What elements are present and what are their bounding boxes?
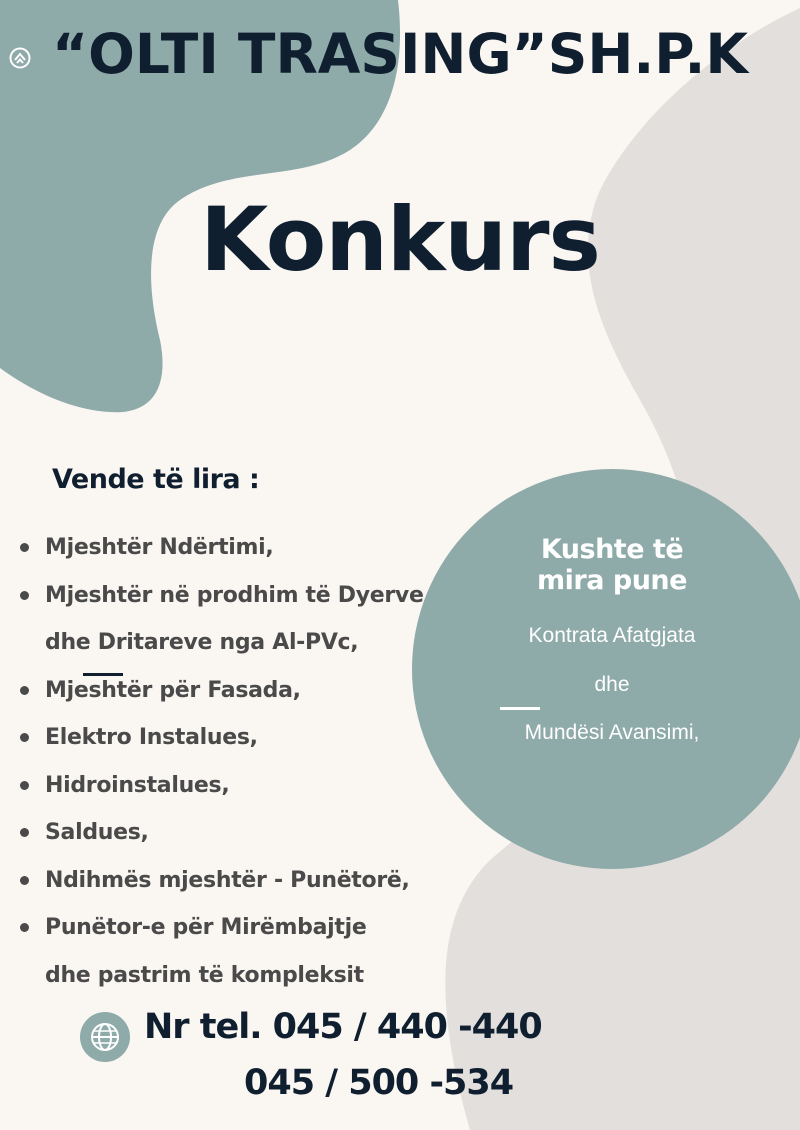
vacancy-label: Mjeshtër në prodhim të Dyerve (45, 582, 424, 608)
conditions-title-line1: Kushte të (540, 534, 684, 565)
vacancy-label: Mjeshtër Ndërtimi, (45, 535, 274, 560)
vacancy-item (20, 809, 480, 857)
vacancies-title: Vende të lira : (52, 464, 260, 495)
vacancy-label: Ndihmës mjeshtër - Punëtorë, (45, 867, 410, 893)
bullet-icon (20, 923, 29, 932)
vacancy-list (20, 524, 480, 999)
headline: Konkurs (200, 188, 600, 291)
condition-item: Mundësi Avansimi, (524, 721, 700, 744)
conditions-title (418, 534, 800, 596)
vacancy-label-line2: dhe pastrim të kompleksit (45, 962, 364, 988)
vacancy-label: Hidroinstalues, (45, 772, 230, 798)
decorative-dash (500, 707, 540, 710)
vacancy-item (20, 714, 480, 762)
vacancy-label: Elektro Instalues, (45, 725, 258, 750)
vacancy-label: Saldues, (45, 820, 149, 845)
phone-line-2: 045 / 500 -534 (244, 1063, 514, 1103)
vacancy-item (20, 572, 480, 667)
vacancy-label: Punëtor-e për Mirëmbajtje (45, 915, 367, 940)
vacancy-item (20, 904, 480, 999)
phone-line-1: Nr tel. 045 / 440 -440 (144, 1007, 542, 1047)
bullet-icon (20, 686, 29, 695)
vacancy-item (20, 762, 480, 810)
bullet-icon (20, 733, 29, 742)
conditions-title-line2: mira pune (537, 565, 687, 596)
vacancy-item (20, 524, 480, 572)
bullet-icon (20, 543, 29, 552)
condition-item: Kontrata Afatgjata (528, 624, 696, 647)
globe-icon (80, 1012, 130, 1062)
vacancy-label: Mjeshtër për Fasada, (45, 677, 301, 703)
bullet-icon (20, 876, 29, 885)
bullet-icon (20, 828, 29, 837)
vacancy-item (20, 857, 480, 905)
decorative-dash (83, 673, 123, 676)
vacancy-label-line2: dhe Dritareve nga Al-PVc, (45, 630, 359, 655)
condition-item: dhe (594, 673, 630, 696)
bullet-icon (20, 591, 29, 600)
bullet-icon (20, 781, 29, 790)
company-name: “OLTI TRASING”SH.P.K (51, 22, 749, 86)
